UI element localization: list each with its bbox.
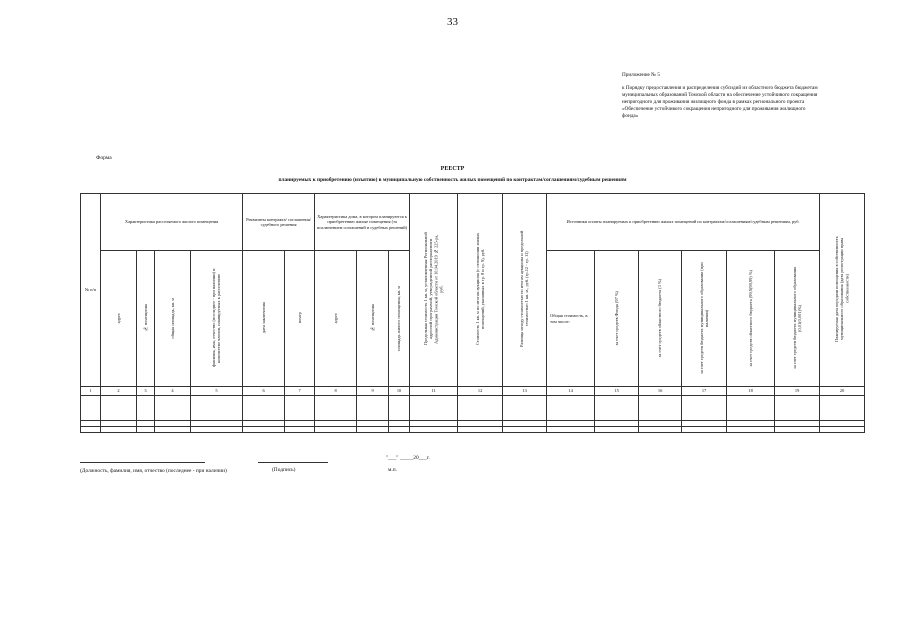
header-number: номер [285,251,315,387]
header-area2: площадь жилого помещения, кв. м [389,251,410,387]
column-number: 19 [775,387,820,396]
column-number: 5 [191,387,243,396]
header-room-no2: № помещения [357,251,389,387]
header-residents: фамилия, имя, отчество (последнее - при наличии) и количество членов, планируемых к расселению [191,251,243,387]
table-row [81,396,865,421]
column-number: 18 [727,387,775,396]
header-contract: Реквизиты контракта/ соглашения/ судебного решения [243,194,315,251]
header-fund: за счет средств Фонда (97 %) [595,251,639,387]
column-number: 12 [458,387,503,396]
registry-title: РЕЕСТР [440,166,465,172]
header-difference: Разница между стоимостью по итогам аукциона и предельной стоимостью 1 кв. м., руб. (гр.12 - гр. 11) [503,194,547,387]
registry-subtitle: планируемых к приобретению (изъятию) в муниципальную собственность жилых помещений по контрактам/соглашениям/судебным решениям [278,177,627,183]
position-line [80,462,205,463]
signature-label: (Подпись) [272,467,296,473]
page-number: 33 [447,16,458,28]
appendix-block [622,72,822,120]
appendix-text: к Порядку предоставления и распределения субсидий из областного бюджета бюджетам муниципальных образований Томской области на обеспечение устойчивого сокращения непригодного для проживания жилищного фонда в рамках регионального проекта «Обеспечение устойчивого сокращения непригодного для проживания жилищного фонда» [622,85,818,119]
header-address: адрес [101,251,137,387]
column-number: 6 [243,387,285,396]
header-regional: за счет средств областного бюджета (3 %) [639,251,682,387]
header-sources: Источники оплаты планируемых к приобретению жилых помещений по контрактам/соглашениям/судебным решениям, руб. [547,194,820,251]
header-address2: адрес [315,251,357,387]
header-municipal2: за счет средств бюджета муниципального образования (0,01(0,001)%) [775,251,820,387]
column-number: 13 [503,387,547,396]
column-number: 14 [547,387,595,396]
table-row [81,427,865,433]
header-cost-per-m2: Стоимость 1 кв. м по итогам аукциона (с отношении жилых помещений, указанных в гр. 8 и гр. 9), руб. [458,194,503,387]
column-number: 11 [410,387,458,396]
header-house: Характеристика дома, в котором планируются к приобретению жилые помещения (за исключением соглашений и судебных решений) [315,194,410,251]
header-num: № п/п [81,194,101,387]
column-numbers-row [81,387,865,396]
column-number: 20 [820,387,865,396]
column-number: 7 [285,387,315,396]
header-area: общая площадь, кв. м [155,251,191,387]
position-label: (Должность, фамилия, имя, отчество (последнее - при наличии) [80,468,227,474]
column-number: 3 [137,387,155,396]
header-transfer-date: Планируемая дата передачи помещения в собственность муниципального образования (дата регистрации права собственности) [820,194,865,387]
header-room-no: № помещения [137,251,155,387]
stamp-label: м.п. [388,467,397,473]
column-number: 9 [357,387,389,396]
column-number: 16 [639,387,682,396]
header-total: Общая стоимость, в том числе: [547,251,595,387]
form-label: Форма [96,155,112,161]
column-number: 10 [389,387,410,396]
appendix-title: Приложение № 5 [622,72,660,78]
header-resettled: Характеристика расселяемого жилого помещения [101,194,243,251]
header-max-cost: Предельная стоимость 1 кв. м, установленная Региональной адресной программой, утвержденной распоряжением Администрации Томской области от 10.04.2019 № 225-ра, руб. [410,194,458,387]
column-number: 1 [81,387,101,396]
registry-table [80,193,865,433]
column-number: 17 [682,387,727,396]
date-line: "___" _____20___г. [386,455,430,461]
header-municipal: за счет средств бюджета муниципального образования (при наличии) [682,251,727,387]
column-number: 2 [101,387,137,396]
header-date: дата заключения [243,251,285,387]
header-regional2: за счет средств областного бюджета (99,9(99,99) %) [727,251,775,387]
signature-line [258,462,328,463]
column-number: 8 [315,387,357,396]
column-number: 15 [595,387,639,396]
column-number: 4 [155,387,191,396]
